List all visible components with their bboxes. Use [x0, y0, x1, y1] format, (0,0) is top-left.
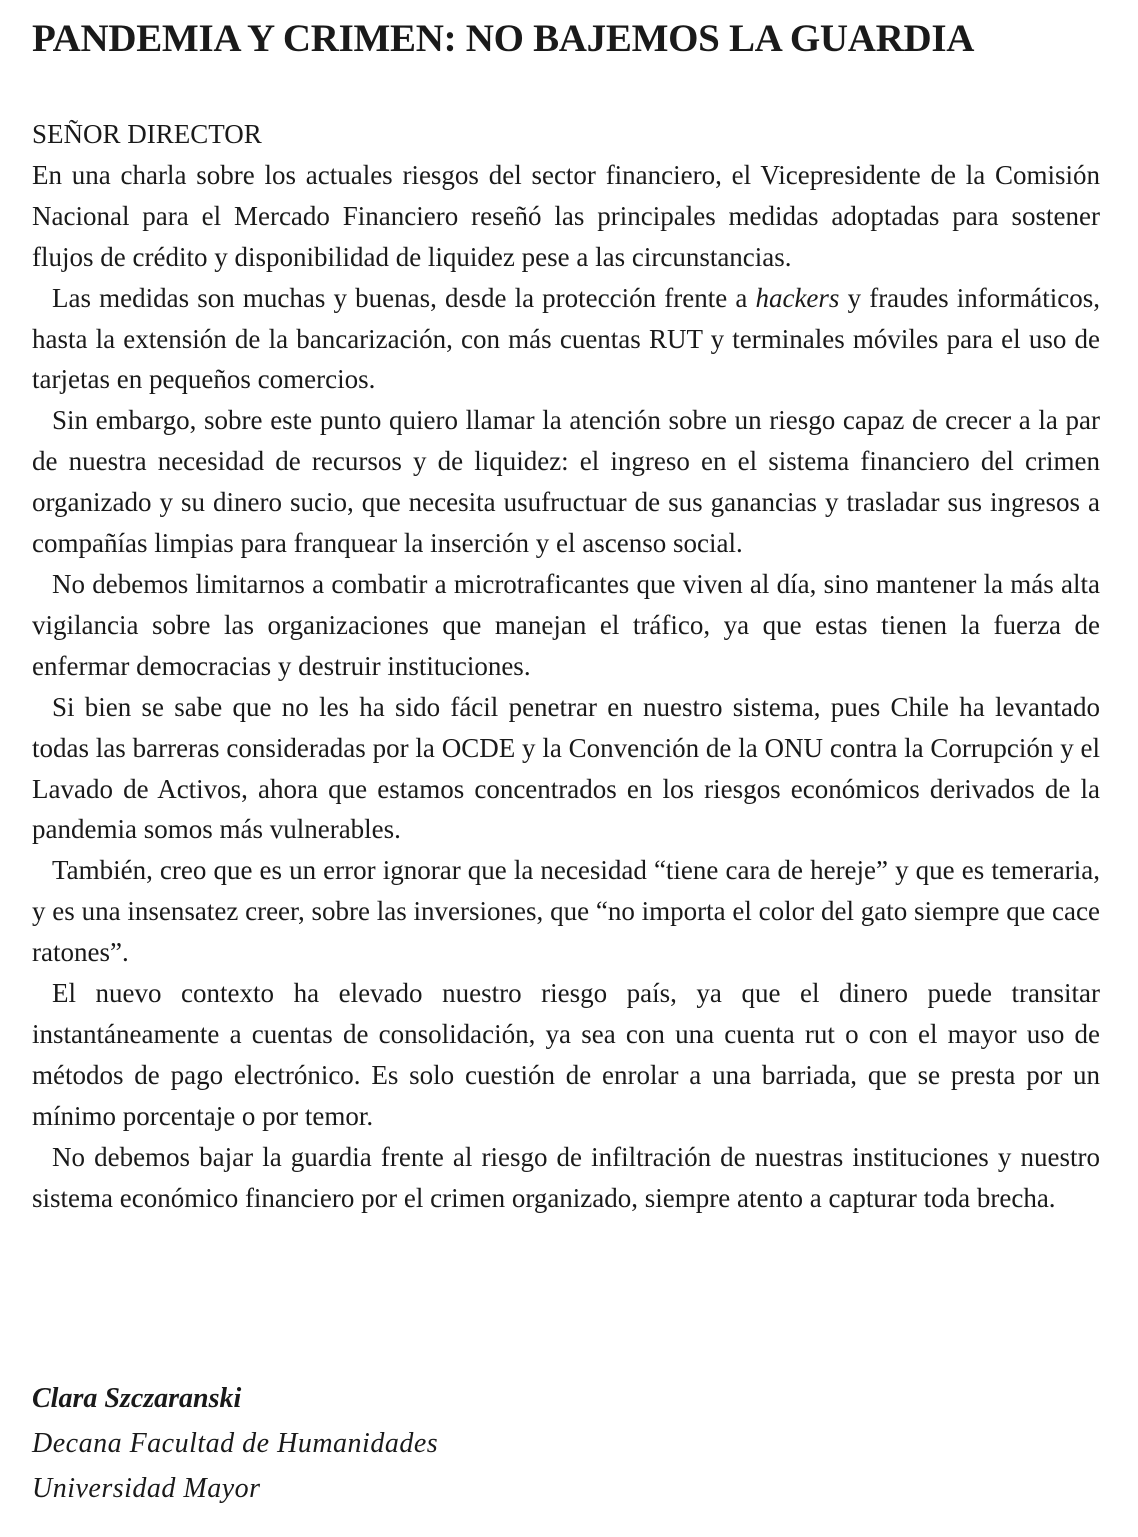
signature-title: Decana Facultad de Humanidades	[32, 1428, 439, 1459]
paragraph-6: También, creo que es un error ignorar que la necesidad “tiene cara de hereje” y que es temeraria, y es una insensatez creer, sobre las inversiones, que “no importa el color del gato siempre que cace ratones”.	[32, 855, 1100, 968]
letter	[32, 14, 1100, 1218]
salutation: SEÑOR DIRECTOR	[32, 119, 262, 149]
paragraph-2	[32, 278, 1100, 401]
headline: PANDEMIA Y CRIMEN: NO BAJEMOS LA GUARDIA	[32, 17, 975, 60]
paragraph-3: Sin embargo, sobre este punto quiero llamar la atención sobre un riesgo capaz de crecer a la par de nuestra necesidad de recursos y de liquidez: el ingreso en el sistema financiero del crimen organizado y su dinero sucio, que necesita usufructuar de sus ganancias y trasladar sus ingresos a compañías limpias para franquear la inserción y el ascenso social.	[32, 405, 1100, 559]
signature-name: Clara Szczaranski	[32, 1383, 242, 1414]
paragraph-1: En una charla sobre los actuales riesgos del sector financiero, el Vicepresidente de la Comisión Nacional para el Mercado Financiero reseñó las principales medidas adoptadas para sostener flujos de crédito y disponibilidad de liquidez pese a las circunstancias.	[32, 159, 1100, 272]
paragraph-8: No debemos bajar la guardia frente al riesgo de infiltración de nuestras instituciones y nuestro sistema económico financiero por el crimen organizado, siempre atento a capturar toda brecha.	[32, 1141, 1100, 1213]
signature-block	[32, 1376, 438, 1511]
signature-institution: Universidad Mayor	[32, 1473, 261, 1504]
paragraph-5: Si bien se sabe que no les ha sido fácil penetrar en nuestro sistema, pues Chile ha levantado todas las barreras consideradas por la OCDE y la Convención de la ONU contra la Corrupción y el Lavado de Activos, ahora que estamos concentrados en los riesgos económicos derivados de la pandemia somos más vulnerables.	[32, 691, 1100, 845]
paragraph-2-emphasis: hackers	[755, 282, 840, 313]
paragraph-2-end: y fraudes informáticos, hasta la extensión de la bancarización, con más cuentas RUT y terminales móviles para el uso de tarjetas en pequeños comercios.	[32, 282, 1101, 395]
paragraph-4: No debemos limitarnos a combatir a microtraficantes que viven al día, sino mantener la más alta vigilancia sobre las organizaciones que manejan el tráfico, ya que estas tienen la fuerza de enfermar democracias y destruir instituciones.	[32, 568, 1100, 681]
paragraph-7: El nuevo contexto ha elevado nuestro riesgo país, ya que el dinero puede transitar instantáneamente a cuentas de consolidación, ya sea con una cuenta rut o con el mayor uso de métodos de pago electrónico. Es solo cuestión de enrolar a una barriada, que se presta por un mínimo porcentaje o por temor.	[32, 978, 1100, 1131]
paragraph-2-start: Las medidas son muchas y buenas, desde la protección frente a	[52, 282, 756, 313]
